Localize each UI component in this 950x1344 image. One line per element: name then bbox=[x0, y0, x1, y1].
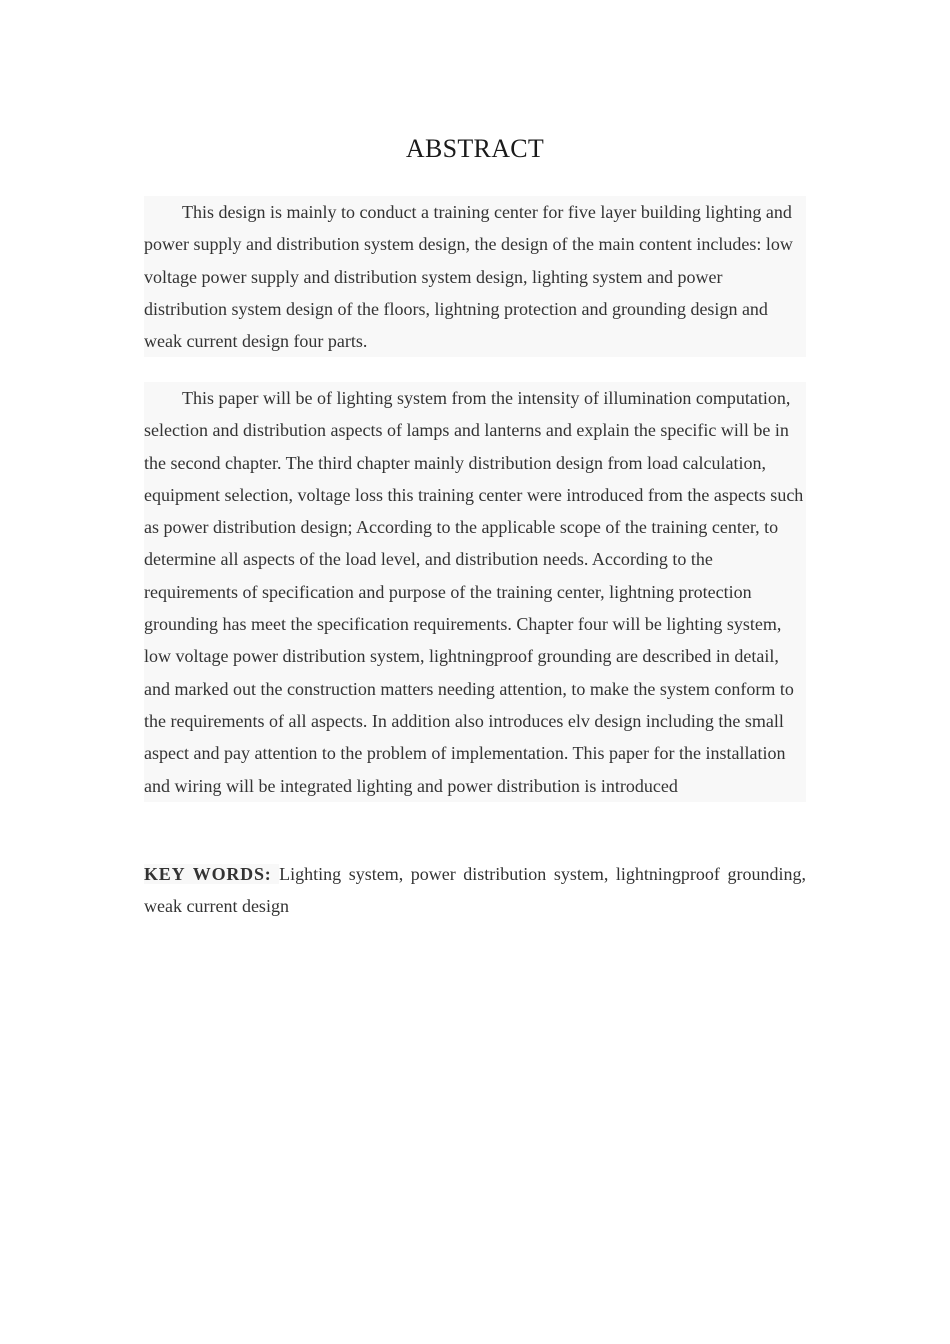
keywords-section bbox=[144, 858, 806, 923]
abstract-paragraph-2: This paper will be of lighting system from the intensity of illumination computation, selection and distribution aspects of lamps and lanterns and explain the specific will be in the second chapter. The third chapter mainly distribution design from load calculation, equipment selection, voltage loss this training center were introduced from the aspects such as power distribution design; According to the applicable scope of the training center, to determine all aspects of the load level, and distribution needs. According to the requirements of specification and purpose of the training center, lightning protection grounding has meet the specification requirements. Chapter four will be lighting system, low voltage power distribution system, lightningproof grounding are described in detail, and marked out the construction matters needing attention, to make the system conform to the requirements of all aspects. In addition also introduces elv design including the small aspect and pay attention to the problem of implementation. This paper for the installation and wiring will be integrated lighting and power distribution is introduced bbox=[144, 382, 806, 802]
keywords-label: KEY WORDS: bbox=[144, 864, 272, 884]
abstract-title: ABSTRACT bbox=[405, 134, 545, 163]
abstract-paragraph-1: This design is mainly to conduct a training center for five layer building lighting and power supply and distribution system design, the design of the main content includes: low voltage power supply and distribution system design, lighting system and power distribution system design of the floors, lightning protection and grounding design and weak current design four parts. bbox=[144, 196, 806, 357]
keywords-text: Lighting system, power distribution system, lightningproof grounding, weak current design bbox=[144, 864, 806, 917]
keywords-line-highlight bbox=[144, 864, 279, 884]
